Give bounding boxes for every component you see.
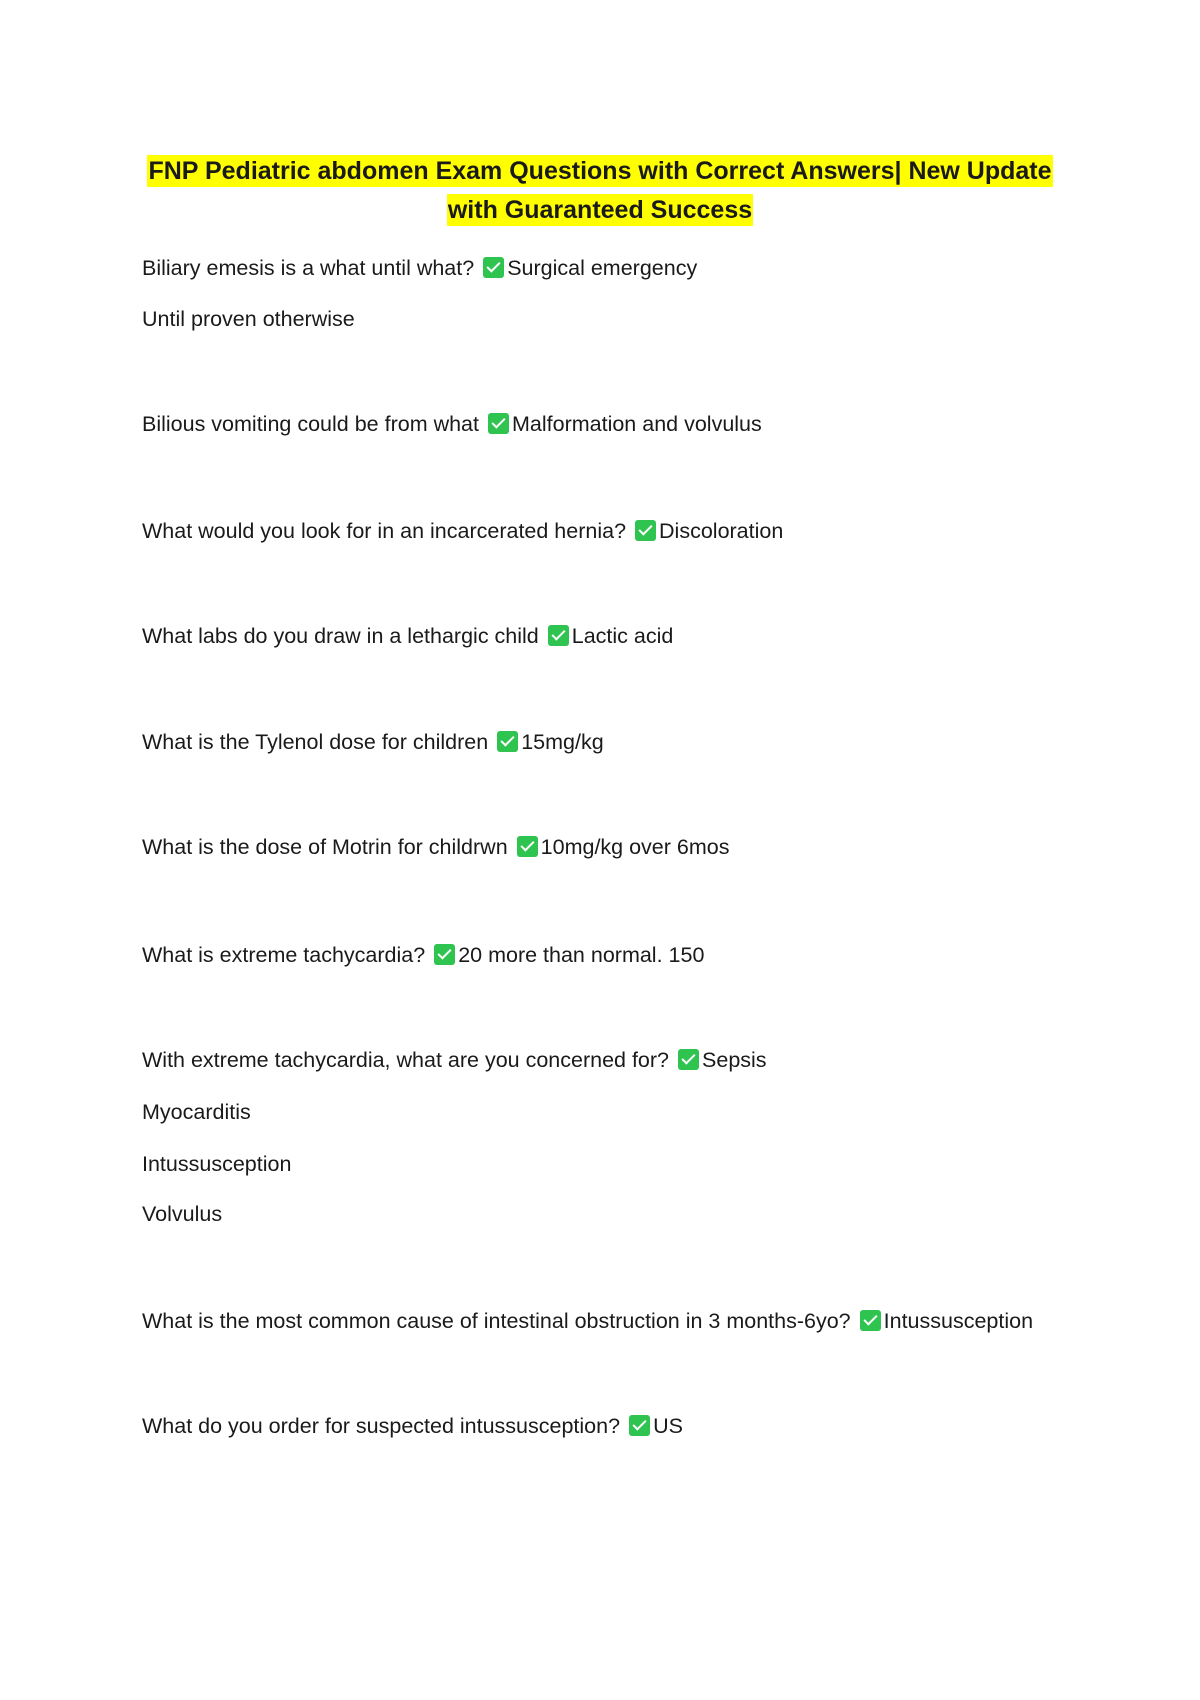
answer-text: Lactic acid bbox=[571, 624, 674, 648]
title-line-1: FNP Pediatric abdomen Exam Questions with Correct Answers| New Update bbox=[148, 157, 1052, 185]
qa-item bbox=[142, 1045, 767, 1075]
checkmark-icon bbox=[629, 1415, 650, 1436]
answer-text: 15mg/kg bbox=[521, 730, 604, 754]
question-text: With extreme tachycardia, what are you concerned for? bbox=[142, 1048, 670, 1072]
title-line-2: with Guaranteed Success bbox=[447, 196, 753, 224]
answer-continuation: Until proven otherwise bbox=[142, 307, 355, 331]
checkmark-icon bbox=[548, 625, 569, 646]
answer-text: Discoloration bbox=[659, 519, 784, 543]
checkmark-icon bbox=[434, 944, 455, 965]
qa-item bbox=[142, 253, 697, 283]
answer-text: 10mg/kg over 6mos bbox=[540, 835, 730, 859]
qa-item bbox=[142, 409, 762, 439]
answer-text: Sepsis bbox=[702, 1048, 767, 1072]
answer-continuation: Myocarditis bbox=[142, 1100, 251, 1124]
question-text: What is the most common cause of intestinal obstruction in 3 months-6yo? bbox=[142, 1309, 851, 1333]
question-text: Biliary emesis is a what until what? bbox=[142, 256, 475, 280]
checkmark-icon bbox=[860, 1310, 881, 1331]
qa-item bbox=[142, 621, 673, 651]
answer-text: 20 more than normal. 150 bbox=[458, 943, 705, 967]
question-text: What is the Tylenol dose for children bbox=[142, 730, 489, 754]
qa-item bbox=[142, 516, 783, 546]
question-text: Bilious vomiting could be from what bbox=[142, 412, 479, 436]
checkmark-icon bbox=[488, 413, 509, 434]
answer-continuation: Volvulus bbox=[142, 1202, 223, 1226]
question-text: What would you look for in an incarcerated hernia? bbox=[142, 519, 627, 543]
question-text: What do you order for suspected intussusception? bbox=[142, 1414, 621, 1438]
checkmark-icon bbox=[497, 731, 518, 752]
qa-item bbox=[142, 727, 604, 757]
checkmark-icon bbox=[517, 836, 538, 857]
checkmark-icon bbox=[483, 257, 504, 278]
qa-item bbox=[142, 832, 729, 862]
document-title bbox=[0, 152, 1200, 230]
qa-item bbox=[142, 1306, 1033, 1336]
answer-text: Surgical emergency bbox=[507, 256, 698, 280]
qa-item bbox=[142, 1411, 683, 1441]
checkmark-icon bbox=[678, 1049, 699, 1070]
answer-text: Malformation and volvulus bbox=[512, 412, 762, 436]
qa-item bbox=[142, 940, 704, 970]
answer-continuation: Intussusception bbox=[142, 1152, 292, 1176]
question-text: What labs do you draw in a lethargic child bbox=[142, 624, 539, 648]
answer-text: Intussusception bbox=[883, 1309, 1034, 1333]
checkmark-icon bbox=[635, 520, 656, 541]
answer-text: US bbox=[653, 1414, 683, 1438]
question-text: What is the dose of Motrin for childrwn bbox=[142, 835, 508, 859]
question-text: What is extreme tachycardia? bbox=[142, 943, 426, 967]
